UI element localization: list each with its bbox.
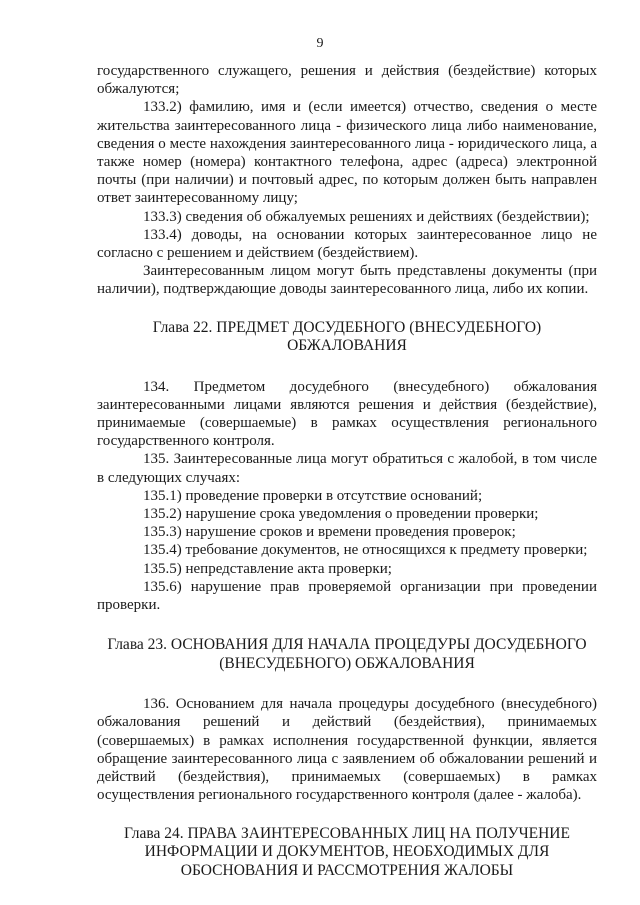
- paragraph-documents: Заинтересованным лицом могут быть представлены документы (при наличии), подтверждающие доводы заинтересованного лица, либо их копии.: [97, 263, 597, 298]
- paragraph-133-2: 133.2) фамилию, имя и (если имеется) отчество, сведения о месте жительства заинтересованного лица - физического лица либо наименование, сведения о месте нахождения заинтересованного лица - юридического лица, а также номер (номера) контактного телефона, адрес (адреса) электронной почты (при наличии) и почтовый адрес, по которым должен быть направлен ответ заинтересованному лицу;: [97, 99, 597, 207]
- page-number: 9: [316, 36, 324, 51]
- paragraph-135-6: 135.6) нарушение прав проверяемой организации при проведении проверки.: [97, 578, 597, 614]
- paragraph-135-5: 135.5) непредставление акта проверки;: [143, 560, 392, 577]
- paragraph-135-3: 135.3) нарушение сроков и времени проведения проверок;: [143, 524, 516, 541]
- paragraph-134: 134. Предметом досудебного (внесудебного) обжалования заинтересованными лицами являются решения и действия (бездействие), принимаемые (совершаемые) в рамках осуществления регионального государственного контроля.: [97, 378, 597, 450]
- chapter-24-heading: Глава 24. ПРАВА ЗАИНТЕРЕСОВАННЫХ ЛИЦ НА ПОЛУЧЕНИЕ ИНФОРМАЦИИ И ДОКУМЕНТОВ, НЕОБХОДИМЫХ ДЛЯ ОБОСНОВАНИЯ И РАССМОТРЕНИЯ ЖАЛОБЫ: [124, 824, 570, 879]
- paragraph-133-3: 133.3) сведения об обжалуемых решениях и действиях (бездействии);: [143, 208, 590, 225]
- paragraph-continuation: государственного служащего, решения и действия (бездействие) которых обжалуются;: [97, 63, 597, 98]
- paragraph-135-2: 135.2) нарушение срока уведомления о проведении проверки;: [143, 506, 539, 523]
- document-body: [97, 62, 597, 880]
- paragraph-135-4: 135.4) требование документов, не относящихся к предмету проверки;: [143, 542, 588, 559]
- chapter-22-heading: Глава 22. ПРЕДМЕТ ДОСУДЕБНОГО (ВНЕСУДЕБНОГО) ОБЖАЛОВАНИЯ: [152, 318, 542, 355]
- paragraph-136: 136. Основанием для начала процедуры досудебного (внесудебного) обжалования решений и действий (бездействия), принимаемых (совершаемых) в рамках исполнения государственной функции, является обращение заинтересованного лица с заявлением об обжаловании решений и действий (бездействия), принимаемых (совершаемых) в рамках осуществления регионального государственного контроля (далее - жалоба).: [97, 696, 597, 804]
- paragraph-135-1: 135.1) проведение проверки в отсутствие оснований;: [143, 487, 483, 504]
- chapter-23-heading: Глава 23. ОСНОВАНИЯ ДЛЯ НАЧАЛА ПРОЦЕДУРЫ ДОСУДЕБНОГО (ВНЕСУДЕБНОГО) ОБЖАЛОВАНИЯ: [107, 636, 587, 672]
- paragraph-135: 135. Заинтересованные лица могут обратиться с жалобой, в том числе в следующих случаях:: [97, 451, 597, 486]
- paragraph-133-4: 133.4) доводы, на основании которых заинтересованное лицо не согласно с решением и действием (бездействием).: [97, 226, 597, 262]
